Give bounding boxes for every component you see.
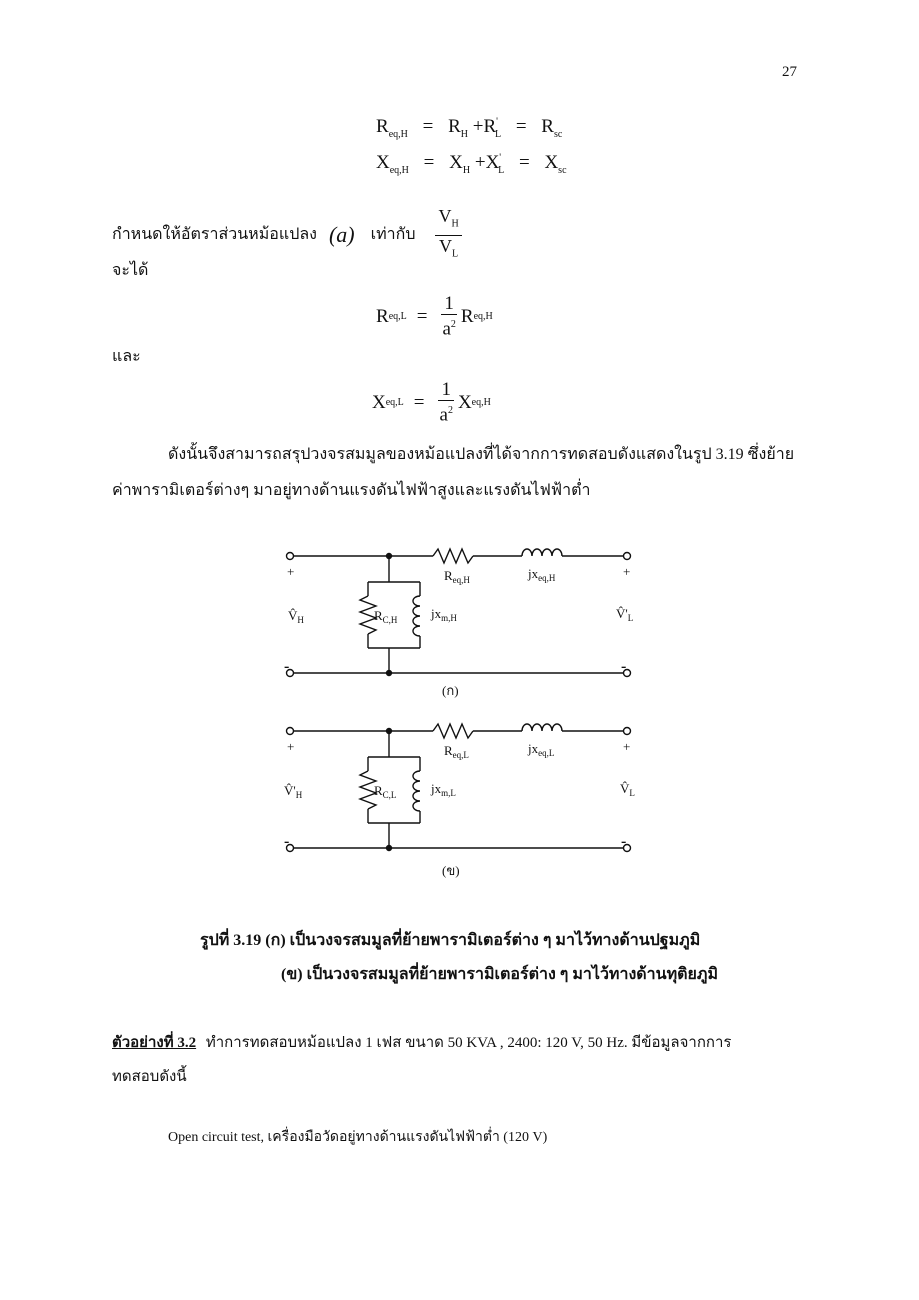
figure-caption-line-1: รูปที่ 3.19 (ก) เป็นวงจรสมมูลที่ย้ายพารามิเตอร์ต่าง ๆ มาไว้ทางด้านปฐมภูมิ [200,932,701,949]
plus-sign: + [287,564,295,579]
eq-symbol: X [376,152,390,173]
frac-numerator: 1 [438,380,454,401]
label-r-eq-l: $R_{eq,L}$ [444,743,469,760]
minus-sign: - [284,658,290,675]
eq-symbol: X [485,152,500,173]
eq-subscript: sc [558,164,567,176]
open-circuit-test-line: Open circuit test, เครื่องมือวัดอยู่ทางด้านแรงดันไฟฟ้าต่ำ (120 V) [168,1130,548,1145]
circuit-b [287,724,631,852]
eq-fraction [439,294,458,339]
plus-sign: + [623,564,631,579]
ratio-definition [112,206,464,264]
label-r-eq-h: $R_{eq,H}$ [444,568,470,585]
ja-dai-text: จะได้ [112,262,149,279]
label-v-h-prime: $V̂'_H$ [284,783,303,800]
example-text: ทำการทดสอบหม้อแปลง 1 เฟส ขนาด 50 KVA , 2400: 120 V, 50 Hz. มีข้อมูลจากการ [205,1035,732,1051]
equation-r-eq-l: R eq,L = $\frac{1}{a^2}$ R eq,H [376,293,493,340]
frac-power: 2 [450,319,456,330]
label-r-c-l: $R_{C,L}$ [374,783,397,800]
eq-symbol: R [376,305,389,327]
paragraph-line-1: ดังนั้นจึงสามารถสรุปวงจรสมมูลของหม้อแปลงที่ได้จากการทดสอบดังแสดงในรูป 3.19 ซึ่งย้าย [168,446,795,463]
eq-subscript: eq,H [473,311,493,323]
eq-symbol: R [448,116,461,137]
eq-symbol: R [376,116,389,137]
eq-subscript: eq,H [471,397,491,409]
label-jx-eq-h: $jx_{eq,H}$ [528,566,556,583]
eq-subscript: eq,L [388,311,407,323]
label-jx-eq-l: $jx_{eq,L}$ [528,741,555,758]
eq-symbol: R [541,116,554,137]
eq-subscript: eq,H [388,128,408,140]
circuit-a-label: (ก) [442,683,459,698]
frac-symbol: V [438,206,452,226]
eq-subscript: L [498,164,505,176]
label-jx-m-l: $jx_{m,L}$ [431,781,456,798]
eq-fraction [437,380,456,425]
eq-symbol: R [460,305,474,327]
eq-symbol: X [457,391,472,413]
frac-power: 2 [447,405,453,416]
frac-symbol: V [439,235,453,256]
circuit-b-label: (ข) [442,863,460,878]
label-r-c-h: $R_{C,H}$ [374,608,398,625]
paragraph-line-2: ค่าพารามิเตอร์ต่างๆ มาอยู่ทางด้านแรงดันไฟฟ้าสูงและแรงดันไฟฟ้าต่ำ [112,482,591,499]
eq-subscript: eq,L [385,397,404,409]
minus-sign: - [284,833,290,850]
eq-subscript: L [494,128,502,140]
example-line-1 [112,1030,731,1054]
frac-numerator: 1 [441,294,457,315]
equals-word: เท่ากับ [370,226,416,244]
eq-prime: ' [499,152,502,164]
equation-x-eq-l: X eq,L = $\frac{1}{a^2}$ X eq,H [372,379,491,426]
equivalent-circuit-figure [270,538,650,883]
example-label: ตัวอย่างที่ 3.2 [112,1035,197,1051]
eq-symbol: X [449,152,463,173]
eq-symbol: R [483,116,497,137]
eq-subscript: H [460,128,468,140]
example-line-2: ทดสอบดังนี้ [112,1069,187,1085]
plus-sign: + [623,739,631,754]
equation-x-eq-h: $X_{eq,H} = X_H +X'_L = X_{sc}$ [376,152,567,176]
page-number: 27 [782,64,797,80]
label-v-l: $V̂_L$ [620,781,635,798]
label-v-h: $V̂_H$ [288,608,304,625]
eq-prime: ' [496,116,498,128]
minus-sign: - [621,658,627,675]
equation-r-eq-h: $R_{eq,H} = R_H +R'_L = R_{sc}$ [376,116,563,140]
plus-sign: + [287,739,295,754]
label-v-l-prime: $V̂'_L$ [616,606,634,623]
circuit-a [287,549,634,677]
ratio-text: กำหนดให้อัตราส่วนหม้อแปลง [112,226,317,244]
ratio-symbol: (a) [328,222,355,248]
ratio-fraction [435,206,461,264]
figure-caption-line-2: (ข) เป็นวงจรสมมูลที่ย้ายพารามิเตอร์ต่าง ๆ มาไว้ทางด้านทุติยภูมิ [281,966,718,983]
eq-symbol: X [544,152,559,173]
eq-symbol: X [372,391,386,413]
frac-denominator: a [439,404,448,426]
frac-denominator: a [442,318,451,340]
label-jx-m-h: $jx_{m,H}$ [431,606,457,623]
eq-subscript: eq,H [389,164,409,176]
minus-sign: - [621,833,627,850]
frac-subscript: L [452,248,459,260]
frac-subscript: H [451,218,459,230]
eq-subscript: H [462,164,471,176]
lae-text: และ [112,348,141,365]
eq-subscript: sc [553,128,563,140]
